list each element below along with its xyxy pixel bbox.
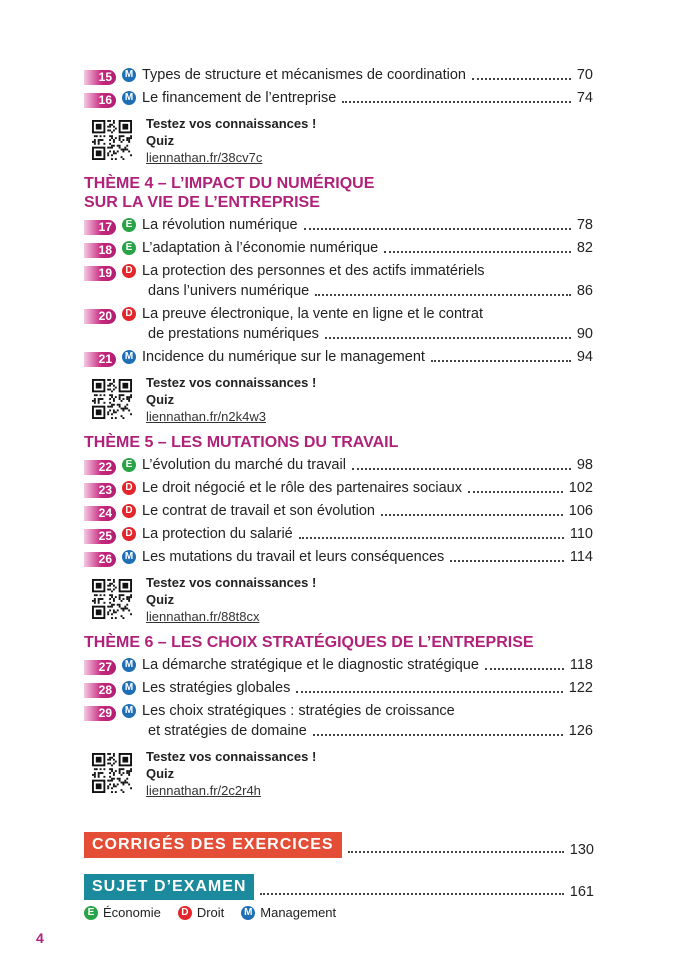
- discipline-badge-icon: E: [122, 458, 136, 472]
- dot-leader: [431, 360, 571, 362]
- toc-entry-26[interactable]: [88, 547, 593, 567]
- chapter-title: Le financement de l’entreprise: [142, 90, 337, 106]
- theme-heading-line: THÈME 6 – LES CHOIX STRATÉGIQUES DE L’ENTREPRISE: [84, 634, 534, 651]
- discipline-badge-icon: M: [122, 91, 136, 105]
- chapter-number: 26: [84, 552, 116, 567]
- quiz-link[interactable]: liennathan.fr/38cv7c: [146, 150, 263, 165]
- chapter-number: 21: [84, 352, 116, 367]
- discipline-badge-icon: D: [122, 307, 136, 321]
- corriges-banner[interactable]: [84, 832, 594, 858]
- discipline-badge-icon: M: [122, 681, 136, 695]
- page-ref: 118: [569, 657, 593, 673]
- chapter-number: 20: [84, 309, 116, 324]
- quiz-link[interactable]: liennathan.fr/n2k4w3: [146, 409, 266, 424]
- theme-heading-line: THÈME 4 – L’IMPACT DU NUMÉRIQUE: [84, 175, 375, 192]
- page-ref: 78: [576, 217, 593, 233]
- dot-leader: [304, 228, 571, 230]
- chapter-title: L’adaptation à l’économie numérique: [142, 240, 379, 256]
- sujet-banner[interactable]: [84, 874, 594, 900]
- page-ref: 86: [576, 283, 593, 299]
- chapter-number: 15: [84, 70, 116, 85]
- quiz-link[interactable]: liennathan.fr/2c2r4h: [146, 783, 261, 798]
- discipline-badge-icon: M: [122, 704, 136, 718]
- quiz-block: [88, 575, 593, 627]
- chapter-title: Les choix stratégiques : stratégies de croissance: [142, 703, 455, 719]
- discipline-badge-icon: M: [122, 658, 136, 672]
- discipline-badge-icon: D: [122, 504, 136, 518]
- page-ref: 114: [569, 549, 593, 565]
- toc-entry-22[interactable]: [88, 455, 593, 475]
- qr-code-icon: [92, 753, 132, 793]
- theme-heading: [84, 433, 593, 452]
- sujet-label: SUJET D’EXAMEN: [84, 874, 254, 900]
- chapter-title: La révolution numérique: [142, 217, 298, 233]
- chapter-number: 29: [84, 706, 116, 721]
- legend-label: Économie: [103, 905, 161, 920]
- quiz-block: [88, 116, 593, 168]
- legend-badge-icon: E: [84, 906, 98, 920]
- page-ref: 70: [576, 67, 593, 83]
- dot-leader: [342, 101, 571, 103]
- chapter-title: Les stratégies globales: [142, 680, 291, 696]
- toc-entry-continuation: [88, 281, 593, 301]
- page-ref: 126: [568, 723, 593, 739]
- dot-leader: [381, 514, 563, 516]
- legend-label: Management: [260, 905, 337, 920]
- dot-leader: [485, 668, 564, 670]
- page-ref: 110: [569, 526, 593, 542]
- theme-heading: [84, 174, 593, 212]
- dot-leader: [260, 893, 563, 895]
- chapter-number: 16: [84, 93, 116, 108]
- chapter-title: La protection du salarié: [142, 526, 293, 542]
- toc-entry-21[interactable]: [88, 347, 593, 367]
- page-ref: 94: [576, 349, 593, 365]
- toc-entry-continuation: [88, 721, 593, 741]
- theme-heading-line: SUR LA VIE DE L’ENTREPRISE: [84, 194, 320, 211]
- page-ref: 98: [576, 457, 593, 473]
- chapter-title: Types de structure et mécanismes de coordination: [142, 67, 466, 83]
- toc-entry-19[interactable]: [88, 261, 593, 281]
- dot-leader: [472, 78, 571, 80]
- quiz-subtitle: Quiz: [146, 766, 175, 781]
- discipline-badge-icon: M: [122, 68, 136, 82]
- quiz-title: Testez vos connaissances !: [146, 116, 317, 131]
- toc-entry-continuation: [88, 324, 593, 344]
- chapter-number: 25: [84, 529, 116, 544]
- chapter-title: La preuve électronique, la vente en ligne et le contrat: [142, 306, 483, 322]
- chapter-title: Incidence du numérique sur le management: [142, 349, 425, 365]
- legend-badge-icon: M: [241, 906, 255, 920]
- chapter-number: 19: [84, 266, 116, 281]
- discipline-badge-icon: M: [122, 550, 136, 564]
- chapter-number: 27: [84, 660, 116, 675]
- discipline-badge-icon: E: [122, 218, 136, 232]
- qr-code-icon: [92, 120, 132, 160]
- corriges-page: 130: [569, 842, 594, 858]
- chapter-title: L’évolution du marché du travail: [142, 457, 346, 473]
- quiz-title: Testez vos connaissances !: [146, 749, 317, 764]
- quiz-block: [88, 375, 593, 427]
- chapter-title-cont: dans l’univers numérique: [148, 283, 310, 299]
- discipline-badge-icon: D: [122, 264, 136, 278]
- chapter-title: Les mutations du travail et leurs conséquences: [142, 549, 445, 565]
- page-ref: 74: [576, 90, 593, 106]
- discipline-badge-icon: M: [122, 350, 136, 364]
- legend-badge-icon: D: [178, 906, 192, 920]
- qr-code-icon: [92, 579, 132, 619]
- toc-entry-27[interactable]: [88, 655, 593, 675]
- dot-leader: [384, 251, 571, 253]
- chapter-number: 24: [84, 506, 116, 521]
- dot-leader: [450, 560, 564, 562]
- discipline-badge-icon: D: [122, 527, 136, 541]
- chapter-title: La protection des personnes et des actifs immatériels: [142, 263, 485, 279]
- chapter-title: Le droit négocié et le rôle des partenaires sociaux: [142, 480, 462, 496]
- discipline-badge-icon: D: [122, 481, 136, 495]
- legend: [84, 905, 348, 920]
- theme-heading: [84, 633, 593, 652]
- quiz-title: Testez vos connaissances !: [146, 375, 317, 390]
- discipline-badge-icon: E: [122, 241, 136, 255]
- theme-heading-line: THÈME 5 – LES MUTATIONS DU TRAVAIL: [84, 434, 399, 451]
- corriges-label: CORRIGÉS DES EXERCICES: [84, 832, 342, 858]
- quiz-subtitle: Quiz: [146, 592, 175, 607]
- sujet-page: 161: [569, 884, 594, 900]
- legend-label: Droit: [196, 905, 225, 920]
- dot-leader: [325, 337, 571, 339]
- dot-leader: [296, 691, 562, 693]
- page-ref: 90: [576, 326, 593, 342]
- toc-entry-25[interactable]: [88, 524, 593, 544]
- chapter-number: 18: [84, 243, 116, 258]
- toc-entry-17[interactable]: [88, 215, 593, 235]
- toc-entry-20[interactable]: [88, 304, 593, 324]
- chapter-title-cont: de prestations numériques: [148, 326, 319, 342]
- quiz-subtitle: Quiz: [146, 133, 175, 148]
- qr-code-icon: [92, 379, 132, 419]
- toc-entry-23[interactable]: [88, 478, 593, 498]
- dot-leader: [313, 734, 563, 736]
- page-ref: 122: [568, 680, 593, 696]
- toc-entry-18[interactable]: [88, 238, 593, 258]
- page-ref: 102: [568, 480, 593, 496]
- dot-leader: [352, 468, 571, 470]
- toc-entry-28[interactable]: [88, 678, 593, 698]
- dot-leader: [348, 851, 564, 853]
- toc-entry-15[interactable]: [88, 65, 593, 85]
- chapter-number: 17: [84, 220, 116, 235]
- chapter-title: Le contrat de travail et son évolution: [142, 503, 375, 519]
- toc-entry-16[interactable]: [88, 88, 593, 108]
- dot-leader: [315, 294, 571, 296]
- chapter-number: 22: [84, 460, 116, 475]
- toc-entry-24[interactable]: [88, 501, 593, 521]
- page-ref: 106: [568, 503, 593, 519]
- chapter-title-cont: et stratégies de domaine: [148, 723, 307, 739]
- quiz-title: Testez vos connaissances !: [146, 575, 317, 590]
- chapter-number: 28: [84, 683, 116, 698]
- quiz-link[interactable]: liennathan.fr/88t8cx: [146, 609, 260, 624]
- dot-leader: [468, 491, 563, 493]
- dot-leader: [299, 537, 564, 539]
- quiz-block: [88, 749, 593, 801]
- chapter-number: 23: [84, 483, 116, 498]
- toc-entry-29[interactable]: [88, 701, 593, 721]
- page-number: 4: [36, 930, 44, 946]
- quiz-subtitle: Quiz: [146, 392, 175, 407]
- chapter-title: La démarche stratégique et le diagnostic stratégique: [142, 657, 479, 673]
- table-of-contents: [84, 62, 593, 807]
- page-ref: 82: [576, 240, 593, 256]
